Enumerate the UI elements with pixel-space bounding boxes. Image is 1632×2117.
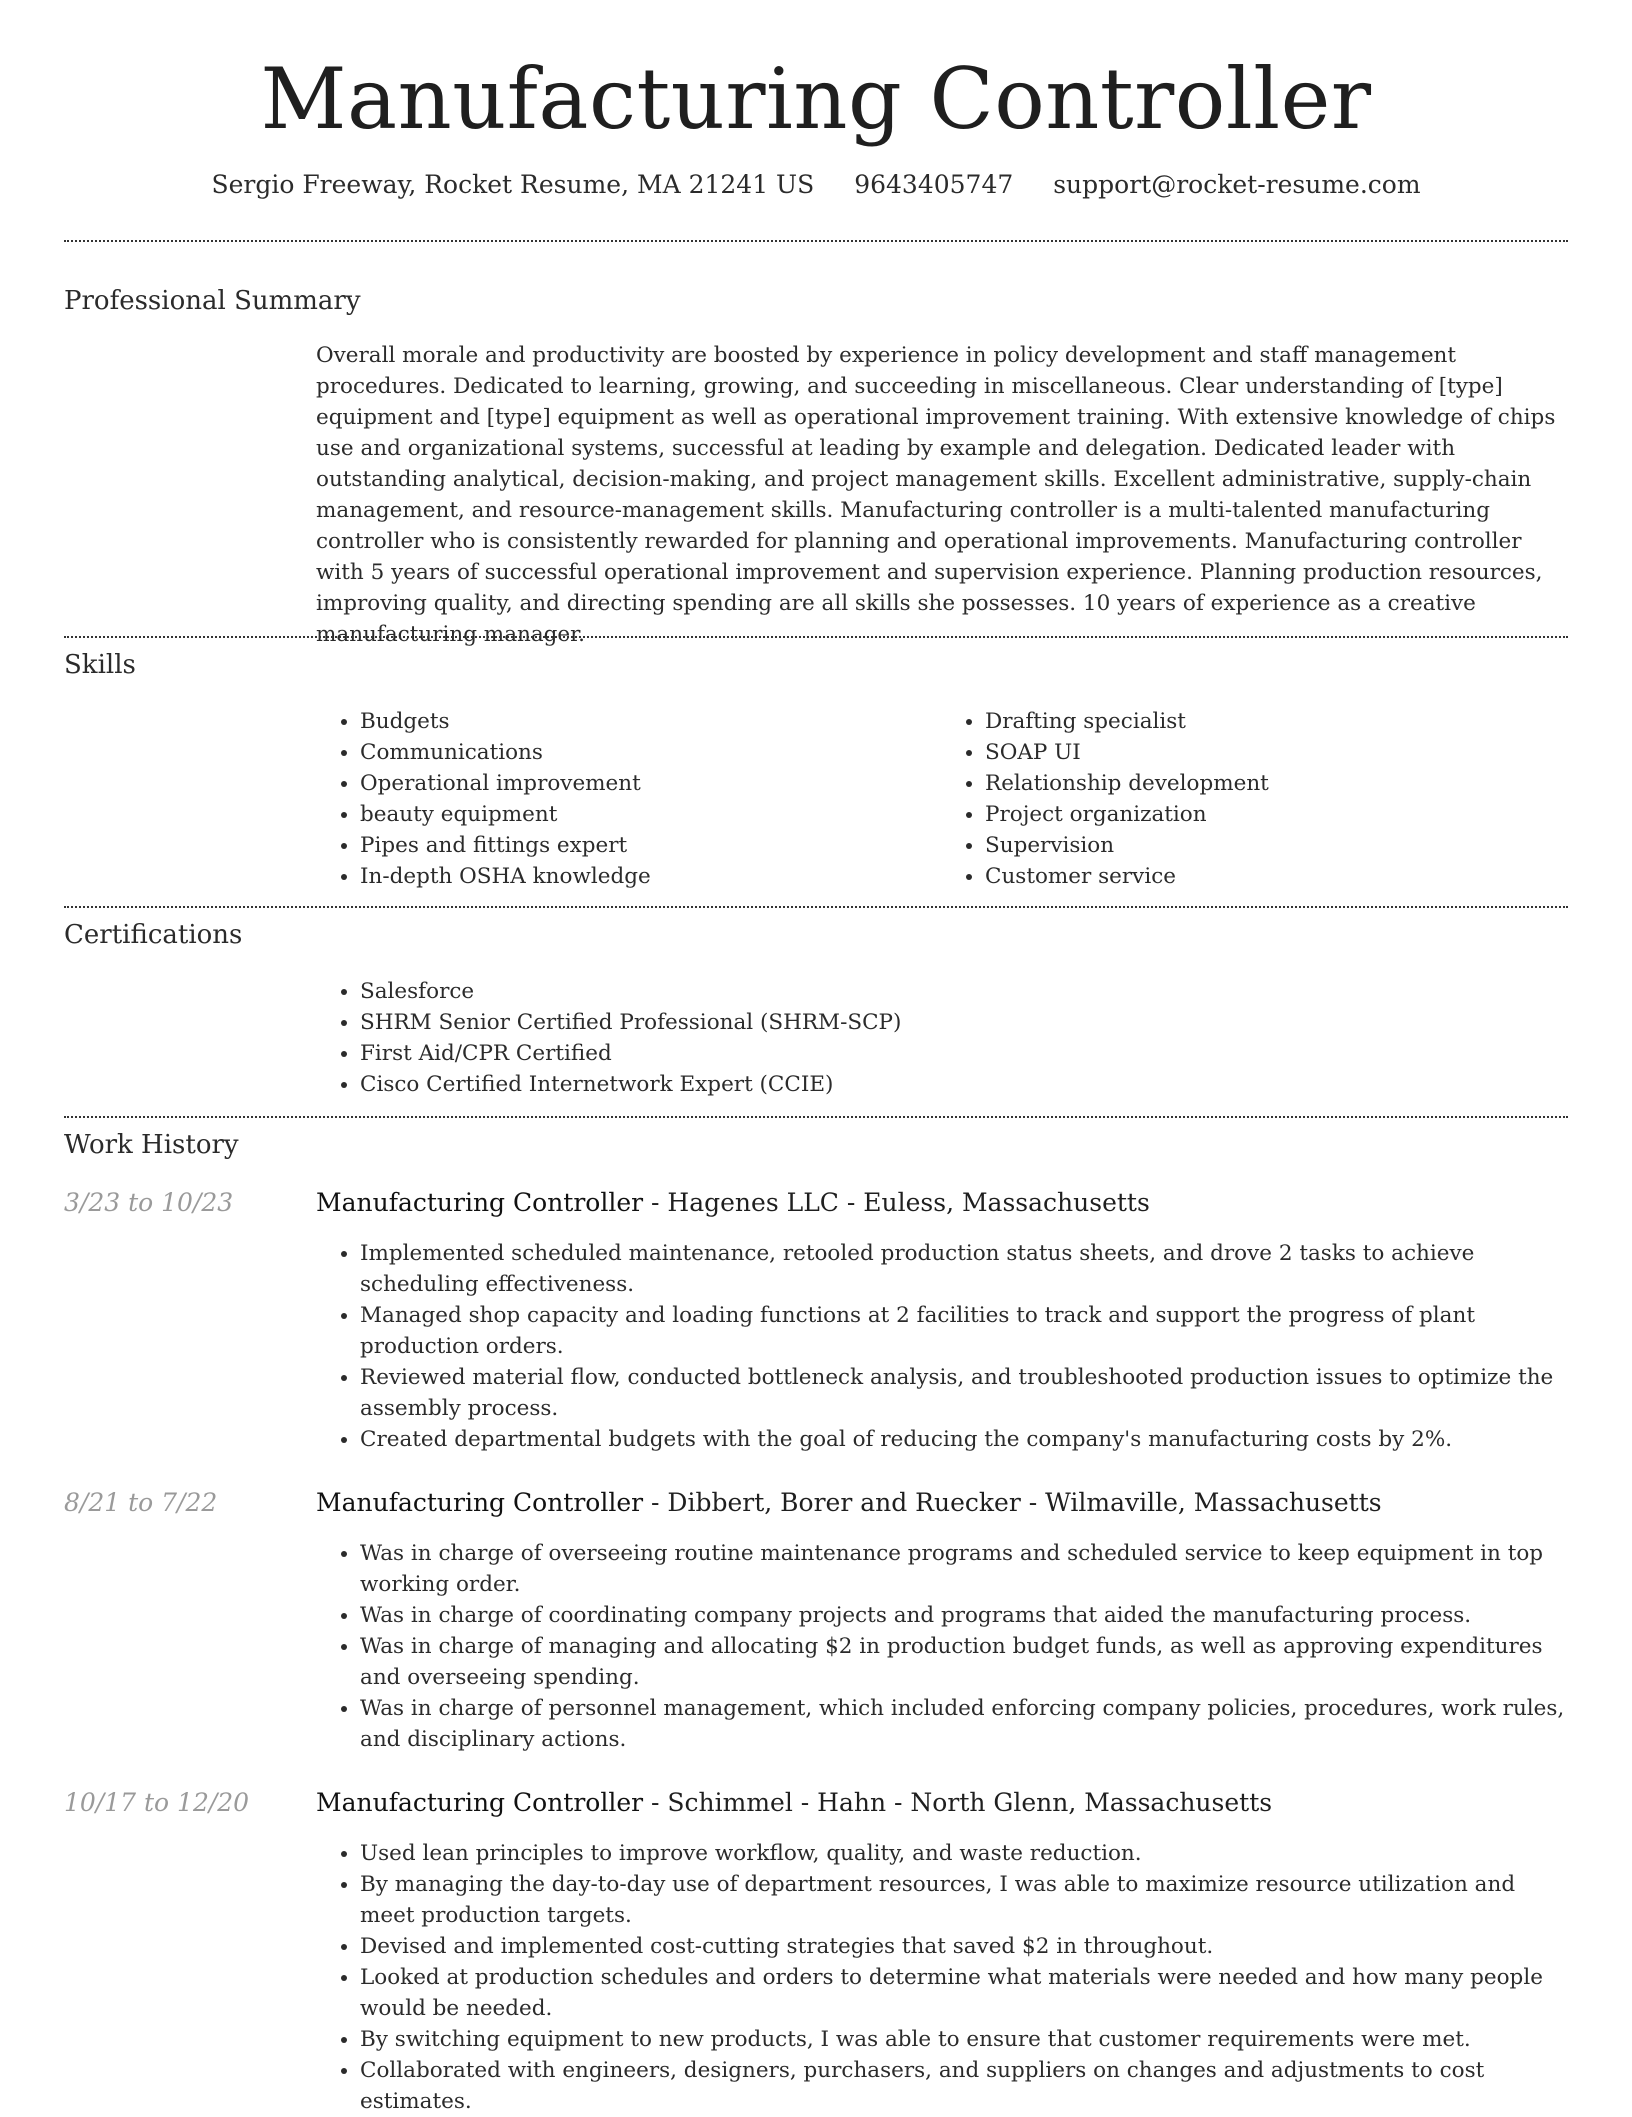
job-bullet: • Devised and implemented cost-cutting strategies that saved $2 in throughout.	[360, 1931, 1566, 1962]
skill-item: • Customer service	[985, 861, 1566, 892]
job-dates: 3/23 to 10/23	[64, 1188, 234, 1217]
divider	[64, 906, 1568, 908]
job-details	[316, 1838, 1566, 2117]
certification-item: • First Aid/CPR Certified	[360, 1038, 1566, 1069]
job-details	[316, 1238, 1566, 1455]
job-role: Manufacturing Controller	[316, 1188, 644, 1217]
job-heading	[316, 1486, 1566, 1520]
skill-item: • beauty equipment	[360, 799, 941, 830]
certifications-block	[316, 976, 1566, 1100]
skill-item: • Operational improvement	[360, 768, 941, 799]
skill-item: • In-depth OSHA knowledge	[360, 861, 941, 892]
certification-item: • Cisco Certified Internetwork Expert (CCIE)	[360, 1069, 1566, 1100]
job-heading	[316, 1786, 1566, 1820]
contact-phone: 9643405747	[854, 170, 1014, 199]
resume-title: Manufacturing Controller	[260, 50, 1372, 148]
job-bullet: • Reviewed material flow, conducted bottleneck analysis, and troubleshooted production issues to optimize the assembly process.	[360, 1362, 1566, 1424]
job-bullet: • Used lean principles to improve workflow, quality, and waste reduction.	[360, 1838, 1566, 1869]
job-bullet: • Was in charge of coordinating company projects and programs that aided the manufacturing process.	[360, 1600, 1566, 1631]
job-bullet: • Was in charge of overseeing routine maintenance programs and scheduled service to keep equipment in top working order.	[360, 1538, 1566, 1600]
job-bullets	[316, 1538, 1566, 1755]
contact-line	[0, 168, 1632, 202]
section-heading-work-history: Work History	[64, 1130, 239, 1160]
skills-block	[316, 706, 1566, 892]
job-dates: 10/17 to 12/20	[64, 1788, 250, 1817]
summary-block	[316, 340, 1566, 650]
job-company: - Hagenes LLC - Euless, Massachusetts	[643, 1188, 1150, 1217]
job-bullet: • Created departmental budgets with the goal of reducing the company's manufacturing costs by 2%.	[360, 1424, 1566, 1455]
job-bullet: • Managed shop capacity and loading functions at 2 facilities to track and support the progress of plant production orders.	[360, 1300, 1566, 1362]
section-heading-certifications: Certifications	[64, 920, 243, 950]
divider	[64, 1116, 1568, 1118]
job-company: - Dibbert, Borer and Ruecker - Wilmaville, Massachusetts	[643, 1488, 1382, 1517]
divider	[64, 636, 1568, 638]
skill-item: • Pipes and fittings expert	[360, 830, 941, 861]
certifications-list	[316, 976, 1566, 1100]
divider	[64, 240, 1568, 242]
job-bullet: • Looked at production schedules and orders to determine what materials were needed and how many people would be needed.	[360, 1962, 1566, 2024]
skill-item: • Communications	[360, 737, 941, 768]
section-heading-summary: Professional Summary	[64, 286, 361, 316]
job-company: - Schimmel - Hahn - North Glenn, Massachusetts	[643, 1788, 1273, 1817]
job-bullet: • Was in charge of managing and allocating $2 in production budget funds, as well as approving expenditures and overseeing spending.	[360, 1631, 1566, 1693]
contact-email: support@rocket-resume.com	[1053, 170, 1421, 199]
skill-item: • SOAP UI	[985, 737, 1566, 768]
job-bullets	[316, 1238, 1566, 1455]
contact-address: Sergio Freeway, Rocket Resume, MA 21241 US	[211, 170, 815, 199]
job-details	[316, 1538, 1566, 1755]
job-bullets	[316, 1838, 1566, 2117]
skill-item: • Supervision	[985, 830, 1566, 861]
skills-list-right	[941, 706, 1566, 892]
job-role: Manufacturing Controller	[316, 1788, 644, 1817]
skill-item: • Budgets	[360, 706, 941, 737]
job-dates: 8/21 to 7/22	[64, 1488, 218, 1517]
section-heading-skills: Skills	[64, 650, 136, 680]
skill-item: • Drafting specialist	[985, 706, 1566, 737]
job-bullet: • Collaborated with engineers, designers, purchasers, and suppliers on changes and adjustments to cost estimates.	[360, 2055, 1566, 2117]
job-bullet: • By managing the day-to-day use of department resources, I was able to maximize resource utilization and meet production targets.	[360, 1869, 1566, 1931]
job-role: Manufacturing Controller	[316, 1488, 644, 1517]
summary-text: Overall morale and productivity are boosted by experience in policy development and staff management procedures. Dedicated to learning, growing, and succeeding in miscellaneous. Clear understanding of [type] equipment and [type] equipment as well as operational improvement training. With extensive knowledge of chips use and organizational systems, successful at leading by example and delegation. Dedicated leader with outstanding analytical, decision-making, and project management skills. Excellent administrative, supply-chain management, and resource-management skills. Manufacturing controller is a multi-talented manufacturing controller who is consistently rewarded for planning and operational improvements. Manufacturing controller with 5 years of successful operational improvement and supervision experience. Planning production resources, improving quality, and directing spending are all skills she possesses. 10 years of experience as a creative manufacturing manager.	[316, 343, 1556, 647]
certification-item: • SHRM Senior Certified Professional (SHRM-SCP)	[360, 1007, 1566, 1038]
job-bullet: • Implemented scheduled maintenance, retooled production status sheets, and drove 2 tasks to achieve scheduling effectiveness.	[360, 1238, 1566, 1300]
skill-item: • Relationship development	[985, 768, 1566, 799]
job-bullet: • Was in charge of personnel management, which included enforcing company policies, procedures, work rules, and disciplinary actions.	[360, 1693, 1566, 1755]
job-heading	[316, 1186, 1566, 1220]
skills-list-left	[316, 706, 941, 892]
job-bullet: • By switching equipment to new products, I was able to ensure that customer requirements were met.	[360, 2024, 1566, 2055]
certification-item: • Salesforce	[360, 976, 1566, 1007]
skill-item: • Project organization	[985, 799, 1566, 830]
